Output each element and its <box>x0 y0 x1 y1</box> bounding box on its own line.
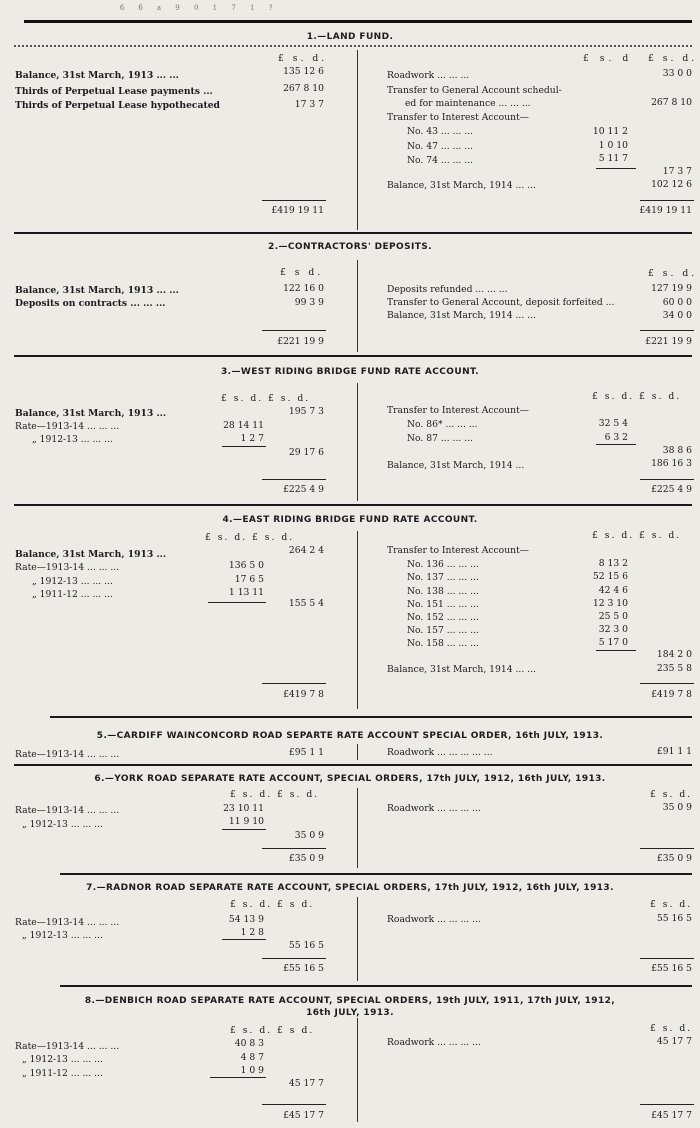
entry-value: 127 19 9 <box>651 283 692 294</box>
section-rule <box>14 232 692 234</box>
entry-label: No. 157 ... ... ... <box>407 625 479 636</box>
total-rule <box>262 683 326 684</box>
entry-label: Balance, 31st March, 1913 ... ... <box>15 70 179 81</box>
total-value: £419 19 11 <box>639 205 692 216</box>
entry-value: 28 14 11 <box>223 420 264 431</box>
section-rule <box>50 716 692 718</box>
section-rule <box>60 873 692 875</box>
currency-header: £ s. d. £ s. d. <box>230 789 320 800</box>
entry-value: 32 3 0 <box>598 624 628 635</box>
currency-header: £ s. d. £ s. d. <box>205 532 295 543</box>
entry-value: 1 13 11 <box>228 587 264 598</box>
currency-header: £ s. d. £ s d. <box>230 1025 315 1036</box>
total-rule <box>262 848 326 849</box>
entry-value: 6 3 2 <box>604 432 628 443</box>
entry-value: 25 5 0 <box>598 611 628 622</box>
total-value: £419 19 11 <box>271 205 324 216</box>
subtotal-value: 35 0 9 <box>294 830 324 841</box>
currency-header: £ s. d. <box>278 53 328 64</box>
column-divider <box>357 1018 358 1122</box>
subtotal-rule <box>222 446 266 447</box>
denbich-title: 8.—DENBICH ROAD SEPARATE RATE ACCOUNT, SPECIAL ORDERS, 19th JULY, 1911, 17th JULY, 1912, <box>84 996 616 1006</box>
entry-value: 99 3 9 <box>294 297 324 308</box>
entry-label: Balance, 31st March, 1914 ... <box>387 460 525 471</box>
subtotal-value: 155 5 4 <box>288 598 324 609</box>
entry-value: 122 16 0 <box>283 283 324 294</box>
entry-label: No. 136 ... ... ... <box>407 559 479 570</box>
total-value: £225 4 9 <box>283 484 324 495</box>
total-rule <box>262 958 326 959</box>
subtotal-rule <box>222 829 266 830</box>
entry-label: „ 1912-13 ... ... ... <box>32 576 113 587</box>
subtotal-rule <box>208 602 266 603</box>
section-rule <box>14 764 692 766</box>
entry-label: „ 1912-13 ... ... ... <box>22 819 103 830</box>
entry-label: Balance, 31st March, 1914 ... ... <box>387 310 536 321</box>
entry-label: Roadwork ... ... ... ... <box>387 1037 481 1048</box>
total-value: £221 19 9 <box>277 336 324 347</box>
entry-value: 1 2 8 <box>240 927 264 938</box>
entry-value: 1 0 10 <box>598 140 628 151</box>
entry-label: Thirds of Perpetual Lease payments ... <box>15 86 213 97</box>
entry-value: 17 3 7 <box>294 99 324 110</box>
section-rule <box>14 355 692 357</box>
entry-label: Roadwork ... ... ... ... <box>387 914 481 925</box>
subtotal-value: 29 17 6 <box>288 447 324 458</box>
total-value: £419 7 8 <box>283 689 324 700</box>
total-rule <box>262 1104 326 1105</box>
currency-header: £ s. d. <box>650 899 693 910</box>
entry-label: „ 1912-13 ... ... ... <box>32 434 113 445</box>
total-rule <box>262 200 326 201</box>
total-value: £45 17 7 <box>283 1110 324 1121</box>
entry-label: Transfer to Interest Account— <box>387 545 529 556</box>
entry-label: Rate—1913-14 ... ... ... <box>15 1041 120 1052</box>
column-divider <box>357 788 358 868</box>
currency-header: £ s. d. £ s d. <box>230 899 315 910</box>
column-divider <box>357 897 358 981</box>
entry-label: „ 1912-13 ... ... ... <box>22 930 103 941</box>
entry-label: ed for maintenance ... ... ... <box>405 98 531 109</box>
cardiff-title: 5.—CARDIFF WAINCONCORD ROAD SEPARTE RATE ACCOUNT SPECIAL ORDER, 16th JULY, 1913. <box>96 731 604 741</box>
column-divider <box>357 531 358 709</box>
entry-value: 264 2 4 <box>288 545 324 556</box>
section-rule <box>60 985 692 987</box>
entry-value: 55 16 5 <box>656 913 692 924</box>
entry-label: Balance, 31st March, 1913 ... <box>15 408 167 419</box>
entry-value: 186 16 3 <box>651 458 692 469</box>
total-rule <box>640 1104 694 1105</box>
entry-label: Transfer to Interest Account— <box>387 112 529 123</box>
entry-label: Rate—1913-14 ... ... ... <box>15 749 120 760</box>
entry-value: 267 8 10 <box>651 97 692 108</box>
currency-header: £ s. d. <box>648 268 698 279</box>
entry-value: 45 17 7 <box>656 1036 692 1047</box>
section-rule <box>14 504 692 506</box>
entry-label: Transfer to Interest Account— <box>387 405 529 416</box>
entry-label: No. 74 ... ... ... <box>407 155 473 166</box>
radnor-title: 7.—RADNOR ROAD SEPARATE RATE ACCOUNT, SPECIAL ORDERS, 17th JULY, 1912, 16th JULY, 1913. <box>86 883 614 893</box>
currency-header: £ s d. <box>280 267 324 278</box>
entry-value: £95 1 1 <box>288 747 324 758</box>
entry-value: 5 17 0 <box>598 637 628 648</box>
entry-value: 17 6 5 <box>234 574 264 585</box>
currency-header: £ s. d. £ s. d. <box>221 393 311 404</box>
total-value: £221 19 9 <box>645 336 692 347</box>
entry-label: „ 1911-12 ... ... ... <box>22 1068 103 1079</box>
subtotal-rule <box>222 939 266 940</box>
entry-label: No. 137 ... ... ... <box>407 572 479 583</box>
total-value: £35 0 9 <box>656 853 692 864</box>
entry-value: 1 0 9 <box>240 1065 264 1076</box>
subtotal-value: 184 2 0 <box>656 649 692 660</box>
entry-label: No. 86* ... ... ... <box>407 419 478 430</box>
entry-value: 267 8 10 <box>283 83 324 94</box>
total-rule <box>640 958 694 959</box>
entry-value: 52 15 6 <box>592 571 628 582</box>
entry-label: No. 151 ... ... ... <box>407 599 479 610</box>
entry-value: 195 7 3 <box>288 406 324 417</box>
dotted-rule <box>14 45 692 47</box>
entry-label: Transfer to General Account schedul- <box>387 85 562 96</box>
column-divider <box>357 383 358 501</box>
entry-value: 136 5 0 <box>228 560 264 571</box>
header-noise: б б а 9 0 1 7 1 ? <box>120 4 279 12</box>
subtotal-value: 55 16 5 <box>288 940 324 951</box>
entry-value: 5 11 7 <box>598 153 628 164</box>
entry-value: 33 0 0 <box>662 68 692 79</box>
currency-header: £ s. d. £ s. d. <box>592 530 682 541</box>
denbich-title-line2: 16th JULY, 1913. <box>306 1008 394 1018</box>
total-rule <box>640 479 694 480</box>
east-riding-title: 4.—EAST RIDING BRIDGE FUND RATE ACCOUNT. <box>222 515 478 525</box>
currency-header: £ s. d. <box>650 1023 693 1034</box>
entry-value: 54 13 9 <box>228 914 264 925</box>
entry-label: „ 1911-12 ... ... ... <box>32 589 113 600</box>
entry-value: 11 9 10 <box>228 816 264 827</box>
entry-label: No. 152 ... ... ... <box>407 612 479 623</box>
entry-value: 35 0 9 <box>662 802 692 813</box>
entry-label: Transfer to General Account, deposit forfeited ... <box>387 297 615 308</box>
total-rule <box>640 200 694 201</box>
entry-value: 32 5 4 <box>598 418 628 429</box>
entry-value: 135 12 6 <box>283 66 324 77</box>
entry-value: 4 8 7 <box>240 1052 264 1063</box>
entry-label: No. 158 ... ... ... <box>407 638 479 649</box>
total-rule <box>262 479 326 480</box>
west-riding-title: 3.—WEST RIDING BRIDGE FUND RATE ACCOUNT. <box>220 367 479 377</box>
total-value: £419 7 8 <box>651 689 692 700</box>
total-value: £35 0 9 <box>288 853 324 864</box>
entry-label: Rate—1913-14 ... ... ... <box>15 562 120 573</box>
entry-label: Deposits on contracts ... ... ... <box>15 298 166 309</box>
total-value: £55 16 5 <box>651 963 692 974</box>
column-divider <box>357 50 358 230</box>
entry-value: £91 1 1 <box>656 746 692 757</box>
contractors-title: 2.—CONTRACTORS' DEPOSITS. <box>268 242 432 252</box>
entry-label: Balance, 31st March, 1913 ... <box>15 549 167 560</box>
entry-value: 42 4 6 <box>598 585 628 596</box>
entry-label: Balance, 31st March, 1914 ... ... <box>387 180 536 191</box>
entry-label: Rate—1913-14 ... ... ... <box>15 917 120 928</box>
currency-header: £ s. d. £ s. d. <box>592 391 682 402</box>
york-title: 6.—YORK ROAD SEPARATE RATE ACCOUNT, SPECIAL ORDERS, 17th JULY, 1912, 16th JULY, 1913. <box>94 774 606 784</box>
entry-label: No. 43 ... ... ... <box>407 126 473 137</box>
entry-label: „ 1912-13 ... ... ... <box>22 1054 103 1065</box>
total-rule <box>640 330 694 331</box>
column-divider <box>357 260 358 352</box>
entry-value: 102 12 6 <box>651 179 692 190</box>
entry-value: 60 0 0 <box>662 297 692 308</box>
entry-value: 10 11 2 <box>592 126 628 137</box>
entry-value: 235 5 8 <box>656 663 692 674</box>
currency-header: £ s. d. <box>650 789 693 800</box>
total-rule <box>640 683 694 684</box>
entry-label: No. 47 ... ... ... <box>407 141 473 152</box>
entry-label: No. 138 ... ... ... <box>407 586 479 597</box>
entry-label: Deposits refunded ... ... ... <box>387 284 508 295</box>
subtotal-value: 45 17 7 <box>288 1078 324 1089</box>
top-rule <box>24 20 692 23</box>
entry-label: No. 87 ... ... ... <box>407 433 473 444</box>
entry-value: 1 2 7 <box>240 433 264 444</box>
entry-label: Balance, 31st March, 1913 ... ... <box>15 285 179 296</box>
total-rule <box>640 848 694 849</box>
currency-header: £ s. d. <box>648 53 698 64</box>
column-divider <box>357 744 358 760</box>
entry-label: Thirds of Perpetual Lease hypothecated <box>15 100 220 111</box>
entry-label: Rate—1913-14 ... ... ... <box>15 421 120 432</box>
subtotal-rule <box>210 1077 266 1078</box>
entry-label: Roadwork ... ... ... ... ... <box>387 747 493 758</box>
subtotal-value: 17 3 7 <box>662 166 692 177</box>
subtotal-value: 38 8 6 <box>662 445 692 456</box>
entry-value: 8 13 2 <box>598 558 628 569</box>
entry-value: 34 0 0 <box>662 310 692 321</box>
total-value: £225 4 9 <box>651 484 692 495</box>
total-rule <box>262 330 326 331</box>
entry-value: 23 10 11 <box>223 803 264 814</box>
total-value: £45 17 7 <box>651 1110 692 1121</box>
currency-header: £ s. d <box>583 53 633 64</box>
land-fund-title: 1.—LAND FUND. <box>306 32 394 42</box>
entry-label: Rate—1913-14 ... ... ... <box>15 805 120 816</box>
entry-label: Roadwork ... ... ... ... <box>387 803 481 814</box>
entry-value: 12 3 10 <box>592 598 628 609</box>
total-value: £55 16 5 <box>283 963 324 974</box>
entry-label: Balance, 31st March, 1914 ... ... <box>387 664 536 675</box>
entry-label: Roadwork ... ... ... <box>387 70 470 81</box>
entry-value: 40 8 3 <box>234 1038 264 1049</box>
